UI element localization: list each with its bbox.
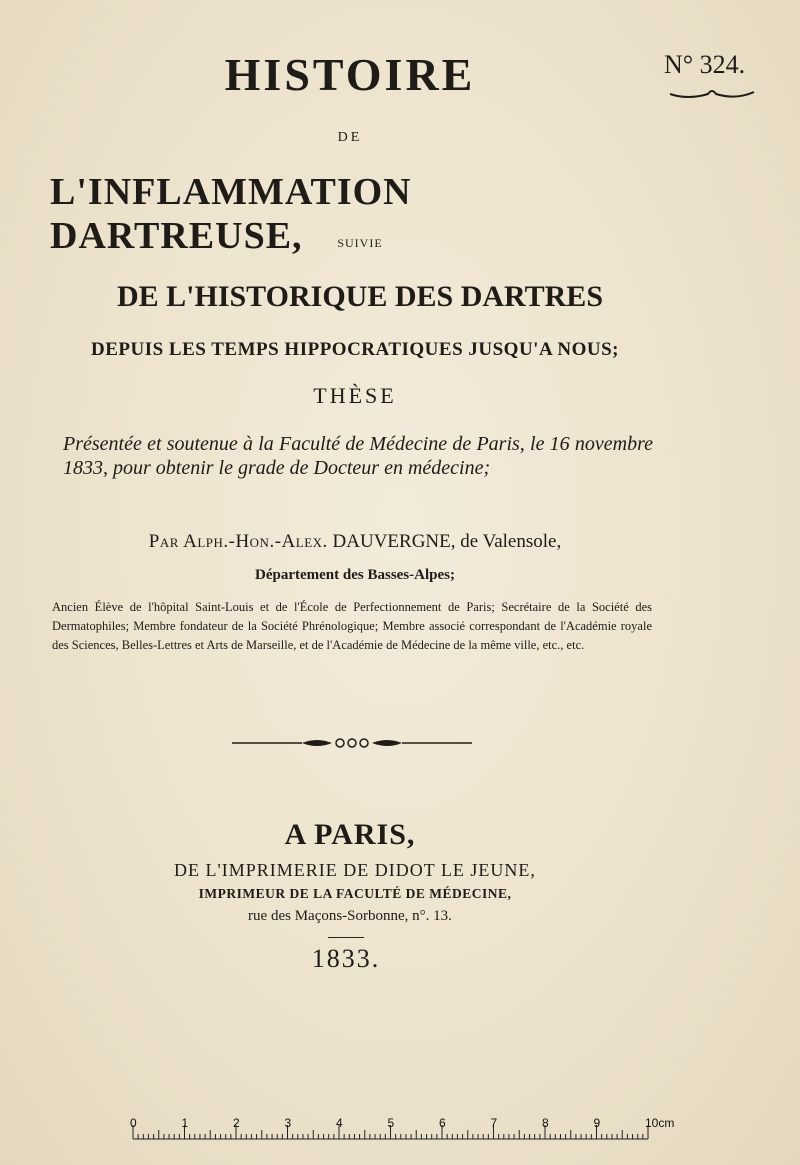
imprint-year: 1833. — [311, 944, 381, 973]
author-credentials: Ancien Élève de l'hôpital Saint-Louis et de l'École de Perfectionnement de Paris; Secrétaire de la Société des Dermatophiles; Membre fondateur de la Société Phrénologique; Membre associé correspondant de l'Académie royale des Sciences, Belles-Lettres et Arts de Marseille, et de l'Académie de Médecine de la même ville, etc., etc. — [52, 600, 652, 652]
shelf-number: N° 324. — [664, 50, 746, 79]
imprint-address: rue des Maçons-Sorbonne, n°. 13. — [248, 908, 452, 924]
ruler-label: 8 — [542, 1116, 549, 1130]
connector-suivie: SUIVIE — [337, 236, 383, 250]
flourish-underline — [668, 86, 756, 100]
subtitle: L'INFLAMMATION DARTREUSE, — [50, 171, 412, 257]
imprint-printer-role: IMPRIMEUR DE LA FACULTÉ DE MÉDECINE, — [198, 886, 512, 901]
ruler-label: 5 — [387, 1116, 395, 1130]
ruler-label: 0 — [130, 1116, 137, 1130]
ruler-label: 10cm — [645, 1116, 675, 1130]
connector-de: DE — [337, 130, 363, 145]
these-heading: THÈSE — [313, 383, 397, 408]
ruler-label: 4 — [336, 1116, 343, 1130]
ruler-label: 1 — [181, 1116, 189, 1130]
secondary-title: DE L'HISTORIQUE DES DARTRES — [116, 280, 604, 313]
departement-line: Département des Basses-Alpes; — [255, 567, 455, 583]
author-origin: , de Valensole, — [450, 531, 562, 552]
ruler-label: 7 — [490, 1116, 498, 1130]
imprint-printer: DE L'IMPRIMERIE DE DIDOT LE JEUNE, — [174, 860, 536, 880]
ruler-label: 9 — [593, 1116, 601, 1130]
ruler-label: 2 — [233, 1116, 240, 1130]
author-name: DAUVERGNE — [332, 531, 451, 552]
ruler-label: 3 — [284, 1116, 292, 1130]
page-title: HISTOIRE — [224, 49, 476, 100]
ornamental-divider — [232, 737, 472, 749]
author-prefix: Par Alph.-Hon.-Alex. — [148, 531, 328, 552]
period-line: DEPUIS LES TEMPS HIPPOCRATIQUES JUSQU'A NOUS; — [90, 339, 620, 360]
imprint-city: A PARIS, — [284, 818, 416, 851]
scale-ruler — [128, 1110, 673, 1142]
presentation-statement: Présentée et soutenue à la Faculté de Médecine de Paris, le 16 novembre 1833, pour obtenir le grade de Docteur en médecine; — [63, 433, 653, 479]
year-rule — [328, 937, 364, 939]
author-line — [0, 531, 710, 553]
ruler-label: 6 — [439, 1116, 446, 1130]
